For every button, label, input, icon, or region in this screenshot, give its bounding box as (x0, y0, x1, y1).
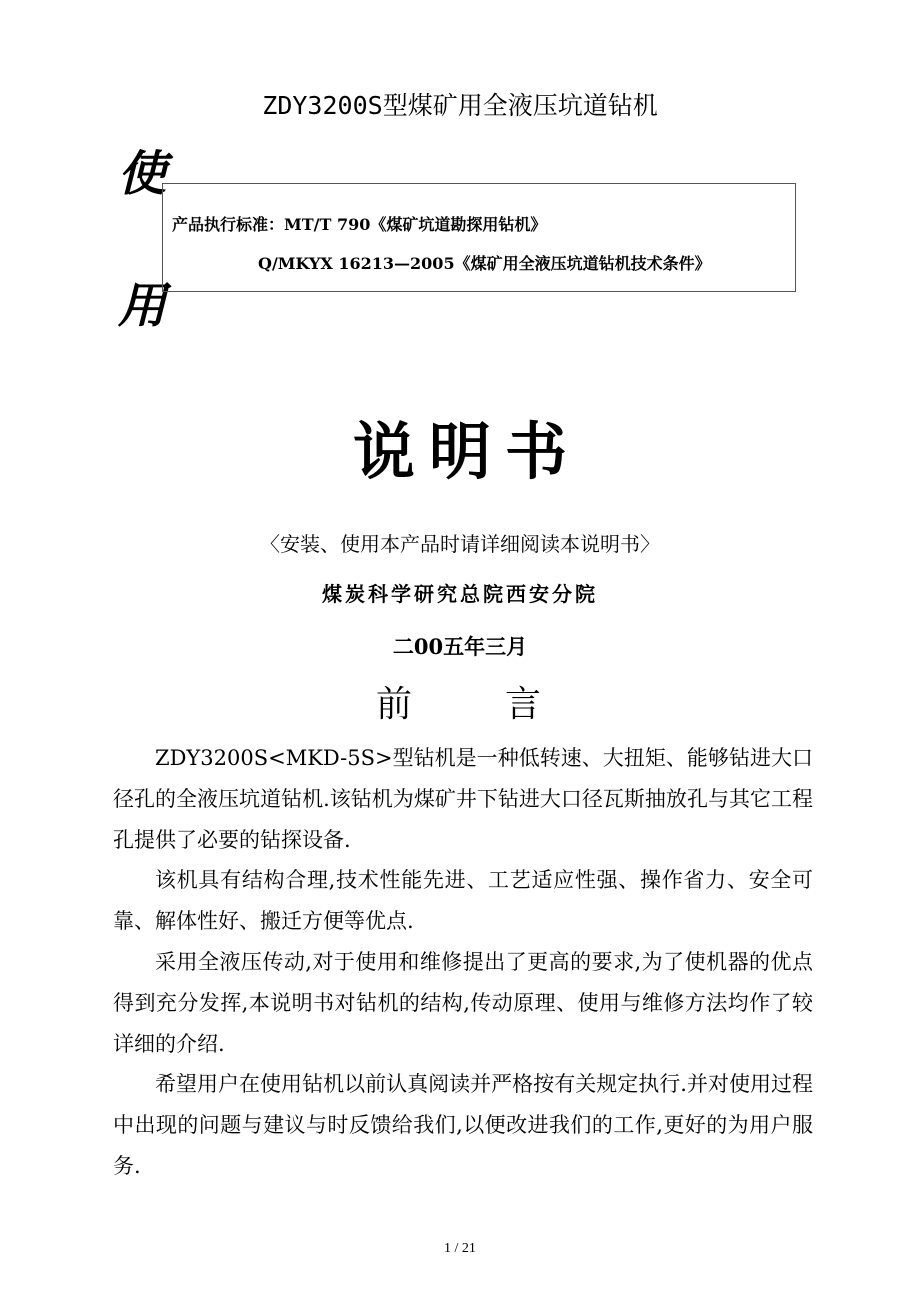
page-number: 1 / 21 (444, 1241, 476, 1256)
standard-line-2: Q/MKYX 16213—2005《煤矿用全液压坑道钻机技术条件》 (258, 254, 711, 273)
preface-paragraph-4: 希望用户在使用钻机以前认真阅读并严格按有关规定执行.并对使用过程中出现的问题与建议与时反馈给我们,以便改进我们的工作,更好的为用户服务. (113, 1072, 813, 1178)
reading-notice: 〈安装、使用本产品时请详细阅读本说明书〉 (260, 532, 660, 556)
preface-paragraph-1: ZDY3200S<MKD-5S>型钻机是一种低转速、大扭矩、能够钻进大口径孔的全液压坑道钻机.该钻机为煤矿井下钻进大口径瓦斯抽放孔与其它工程孔提供了必要的钻探设备. (113, 746, 813, 852)
preface-body (113, 738, 813, 1187)
side-char-use-1: 使 (118, 146, 167, 202)
document-title: ZDY3200S型煤矿用全液压坑道钻机 (262, 91, 658, 120)
standard-line-1: 产品执行标准：MT/T 790《煤矿坑道勘探用钻机》 (172, 215, 547, 234)
preface-heading-char-1: 前 (376, 684, 413, 725)
side-char-use-2: 用 (118, 278, 167, 334)
standards-box (162, 183, 796, 292)
publication-date: 二00五年三月 (392, 634, 528, 659)
institute-name: 煤炭科学研究总院西安分院 (322, 582, 598, 606)
preface-heading-char-2: 言 (505, 684, 542, 725)
preface-paragraph-3: 采用全液压传动,对于使用和维修提出了更高的要求,为了使机器的优点得到充分发挥,本说明书对钻机的结构,传动原理、使用与维修方法均作了较详细的介绍. (113, 949, 813, 1056)
preface-paragraph-2: 该机具有结构合理,技术性能先进、工艺适应性强、操作省力、安全可靠、解体性好、搬迁方便等优点. (113, 868, 813, 934)
manual-title: 说明书 (352, 415, 581, 488)
